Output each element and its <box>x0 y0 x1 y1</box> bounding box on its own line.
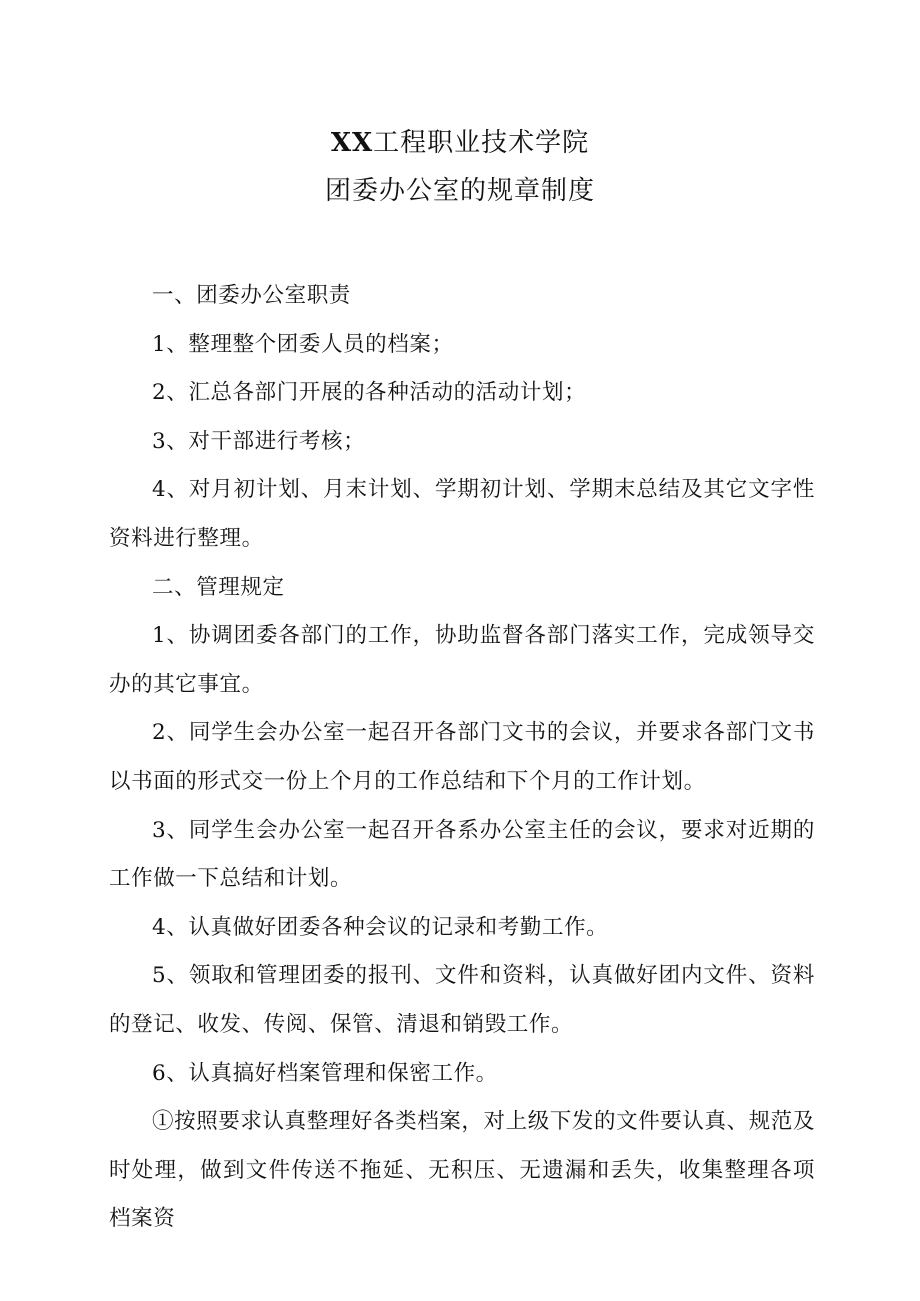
rule-item-5: 5、领取和管理团委的报刊、文件和资料，认真做好团内文件、资料的登记、收发、传阅、保管、清退和销毁工作。 <box>109 963 815 1037</box>
section-heading-duties: 一、团委办公室职责 <box>152 283 351 308</box>
document-title-line-1 <box>0 127 920 159</box>
rule-item-3: 3、同学生会办公室一起召开各系办公室主任的会议，要求对近期的工作做一下总结和计划。 <box>109 817 815 892</box>
duty-item-1: 1、整理整个团委人员的档案； <box>152 331 454 357</box>
rule-item-1: 1、协调团委各部门的工作，协助监督各部门落实工作，完成领导交办的其它事宜。 <box>109 623 815 697</box>
duty-item-2: 2、汇总各部门开展的各种活动的活动计划； <box>152 380 587 406</box>
document-body <box>109 272 815 1244</box>
title-rest: 工程职业技术学院 <box>373 128 590 158</box>
rule-item-4: 4、认真做好团委各种会议的记录和考勤工作。 <box>152 914 609 940</box>
title-prefix: XX <box>330 128 374 158</box>
document-title-line-2: 团委办公室的规章制度 <box>324 176 595 206</box>
rule-item-2: 2、同学生会办公室一起召开各部门文书的会议，并要求各部门文书以书面的形式交一份上个月的工作总结和下个月的工作计划。 <box>109 720 815 794</box>
rule-item-6-sub-1: ①按照要求认真整理好各类档案，对上级下发的文件要认真、规范及时处理，做到文件传送不拖延、无积压、无遗漏和丢失，收集整理各项档案资 <box>109 1109 816 1232</box>
duty-item-3: 3、对干部进行考核； <box>152 428 366 454</box>
duty-item-4: 4、对月初计划、月末计划、学期初计划、学期末总结及其它文字性资料进行整理。 <box>109 477 815 551</box>
rule-item-6: 6、认真搞好档案管理和保密工作。 <box>152 1060 498 1086</box>
section-heading-rules: 二、管理规定 <box>152 574 285 600</box>
